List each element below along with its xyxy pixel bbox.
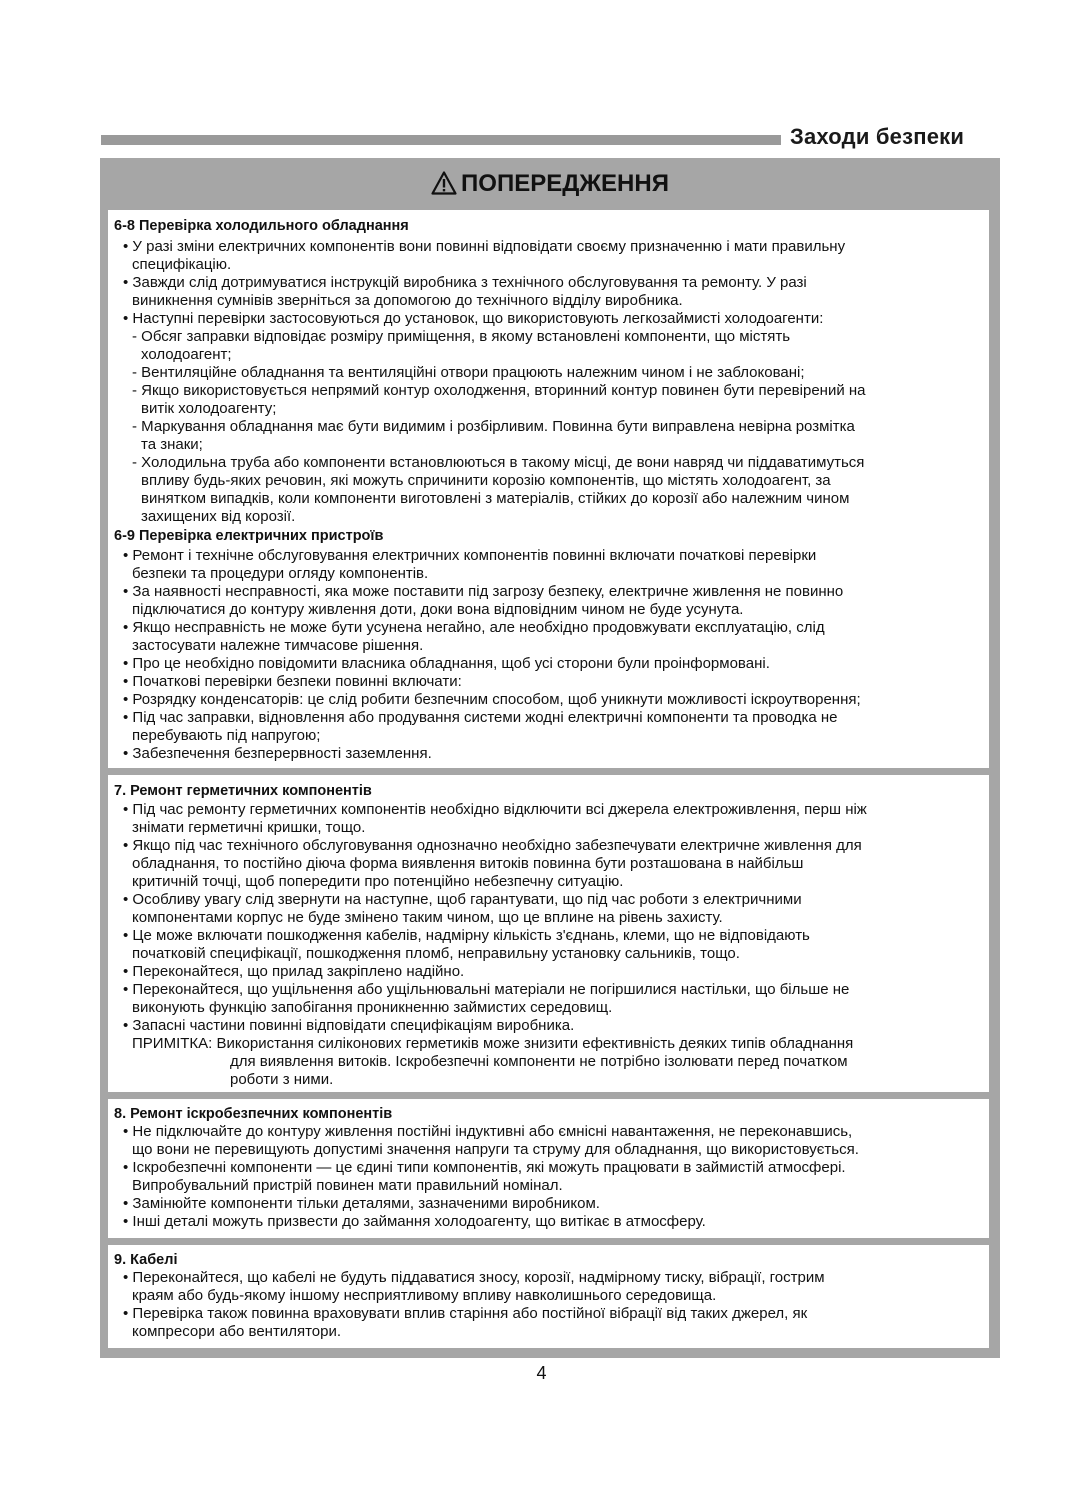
section-7-title: 7. Ремонт герметичних компонентів bbox=[114, 783, 372, 799]
text-line: • Ремонт і технічне обслуговування електричних компонентів повинні включати початкові перевірки bbox=[123, 547, 817, 564]
text-line: • Якщо під час технічного обслуговування однозначно необхідно забезпечувати електричне живлення для bbox=[123, 837, 862, 854]
warning-title: ПОПЕРЕДЖЕННЯ bbox=[461, 170, 669, 197]
note-line: ПРИМІТКА: Використання силіконових герметиків може знизити ефективність деяких типів обладнання bbox=[132, 1035, 854, 1052]
warning-heading bbox=[100, 170, 1000, 198]
text-line: • Наступні перевірки застосовуються до установок, що використовують легкозаймисті холодоагенти: bbox=[123, 310, 824, 327]
page-number: 4 bbox=[536, 1363, 547, 1383]
text-line: • Забезпечення безперервності заземлення. bbox=[123, 745, 432, 762]
text-line: • Це може включати пошкодження кабелів, надмірну кількість з'єднань, клеми, що не відповідають bbox=[123, 927, 810, 944]
text-line: • Особливу увагу слід звернути на наступне, щоб гарантувати, що під час роботи з електричними bbox=[123, 891, 802, 908]
text-line: компресори або вентилятори. bbox=[132, 1323, 342, 1340]
text-line: • Початкові перевірки безпеки повинні включати: bbox=[123, 673, 462, 690]
text-line: • Якщо несправність не може бути усунена негайно, але необхідно продовжувати експлуатацію, слід bbox=[123, 619, 825, 636]
text-line: - Маркування обладнання має бути видимим і розбірливим. Повинна бути виправлена невірна розмітка bbox=[132, 418, 855, 435]
panel-section-8 bbox=[108, 1099, 989, 1238]
text-line: • Переконайтеся, що кабелі не будуть піддаватися зносу, корозії, надмірному тиску, вібрації, гострим bbox=[123, 1269, 825, 1286]
text-line: • Перевірка також повинна враховувати вплив старіння або постійної вібрації від таких джерел, як bbox=[123, 1305, 808, 1322]
panel-6-8-6-9 bbox=[108, 210, 989, 768]
text-line: • За наявності несправності, яка може поставити під загрозу безпеку, електричне живлення не повинно bbox=[123, 583, 844, 600]
text-line: - Вентиляційне обладнання та вентиляційні отвори працюють належним чином і не заблоковані; bbox=[132, 364, 805, 381]
note-line: роботи з ними. bbox=[230, 1071, 334, 1088]
text-line: впливу будь-яких речовин, які можуть спричинити корозію компонентів, що містять холодоагент, за bbox=[141, 472, 831, 489]
text-line: захищених від корозії. bbox=[141, 508, 296, 525]
text-line: • У разі зміни електричних компонентів вони повинні відповідати своєму призначенню і мати правильну bbox=[123, 238, 846, 255]
text-line: краям або будь-якому іншому несприятливому впливу навколишнього середовища. bbox=[132, 1287, 717, 1304]
text-line: - Якщо використовується непрямий контур охолодження, вторинний контур повинен бути перевірений на bbox=[132, 382, 866, 399]
panel-section-9 bbox=[108, 1245, 989, 1348]
text-line: винятком випадків, коли компоненти виготовлені з матеріалів, стійких до корозії або належним чином bbox=[141, 490, 850, 507]
text-line: безпеки та процедури огляду компонентів. bbox=[132, 565, 429, 582]
text-line: застосувати належне тимчасове рішення. bbox=[132, 637, 424, 654]
warning-triangle-icon bbox=[431, 171, 457, 195]
text-line: • Під час заправки, відновлення або продування системи жодні електричні компоненти та проводка не bbox=[123, 709, 838, 726]
text-line: • Не підключайте до контуру живлення постійні індуктивні або ємнісні навантаження, не переконавшись, bbox=[123, 1123, 853, 1140]
section-6-9-title: 6-9 Перевірка електричних пристроїв bbox=[114, 528, 384, 544]
text-line: та знаки; bbox=[141, 436, 203, 453]
header-rule bbox=[101, 135, 781, 145]
text-line: • Про це необхідно повідомити власника обладнання, щоб усі сторони були проінформовані. bbox=[123, 655, 770, 672]
page-header-title: Заходи безпеки bbox=[790, 124, 965, 149]
text-line: початковій специфікації, пошкодження пломб, неправильну установку сальників, тощо. bbox=[132, 945, 740, 962]
section-8-title: 8. Ремонт іскробезпечних компонентів bbox=[114, 1106, 393, 1122]
text-line: холодоагент; bbox=[141, 346, 232, 363]
text-line: обладнання, то постійно діюча форма виявлення витоків повинна бути розташована в найбільш bbox=[132, 855, 804, 872]
text-line: • Завжди слід дотримуватися інструкцій виробника з технічного обслуговування та ремонту. У разі bbox=[123, 274, 807, 291]
panel-section-7 bbox=[108, 775, 989, 1092]
text-line: знімати герметичні кришки, тощо. bbox=[132, 819, 366, 836]
text-line: - Обсяг заправки відповідає розміру приміщення, в якому встановлені компоненти, що містять bbox=[132, 328, 791, 345]
warning-band bbox=[100, 158, 1000, 208]
section-9-title: 9. Кабелі bbox=[114, 1252, 178, 1268]
text-line: що вони не перевищують допустимі значення напруги та струму для обладнання, що використовується. bbox=[132, 1141, 859, 1158]
text-line: виконують функцію запобігання проникненню займистих середовищ. bbox=[132, 999, 613, 1016]
text-line: • Замінюйте компоненти тільки деталями, зазначеними виробником. bbox=[123, 1195, 600, 1212]
text-line: • Іскробезпечні компоненти — це єдині типи компонентів, які можуть працювати в займистій атмосфері. bbox=[123, 1159, 846, 1176]
text-line: • Переконайтеся, що прилад закріплено надійно. bbox=[123, 963, 465, 980]
text-line: • Інші деталі можуть призвести до займання холодоагенту, що витікає в атмосферу. bbox=[123, 1213, 706, 1230]
text-line: компонентами корпус не буде змінено таким чином, що це вплине на рівень захисту. bbox=[132, 909, 723, 926]
text-line: • Під час ремонту герметичних компонентів необхідно відключити всі джерела електроживлення, перш ніж bbox=[123, 801, 867, 818]
text-line: витік холодоагенту; bbox=[141, 400, 277, 417]
text-line: • Переконайтеся, що ущільнення або ущільнювальні матеріали не погіршилися настільки, що більше не bbox=[123, 981, 850, 998]
text-line: специфікацію. bbox=[132, 256, 232, 273]
text-line: підключатися до контуру живлення доти, доки вона відповідним чином не буде усунута. bbox=[132, 601, 744, 618]
text-line: • Запасні частини повинні відповідати специфікаціям виробника. bbox=[123, 1017, 575, 1034]
text-line: Випробувальний пристрій повинен мати правильний номінал. bbox=[132, 1177, 563, 1194]
text-line: перебувають під напругою; bbox=[132, 727, 321, 744]
note-line: для виявлення витоків. Іскробезпечні компоненти не потрібно ізолювати перед початком bbox=[230, 1053, 848, 1070]
text-line: - Холодильна труба або компоненти встановлюються в такому місці, де вони навряд чи піддаватимуться bbox=[132, 454, 865, 471]
text-line: виникнення сумнівів зверніться за допомогою до технічного відділу виробника. bbox=[132, 292, 683, 309]
text-line: • Розрядку конденсаторів: це слід робити безпечним способом, щоб уникнути можливості іскроутворення; bbox=[123, 691, 861, 708]
text-line: критичній точці, щоб попередити про потенційно небезпечну ситуацію. bbox=[132, 873, 624, 890]
warning-frame bbox=[100, 158, 1000, 1358]
section-6-8-title: 6-8 Перевірка холодильного обладнання bbox=[114, 218, 409, 234]
